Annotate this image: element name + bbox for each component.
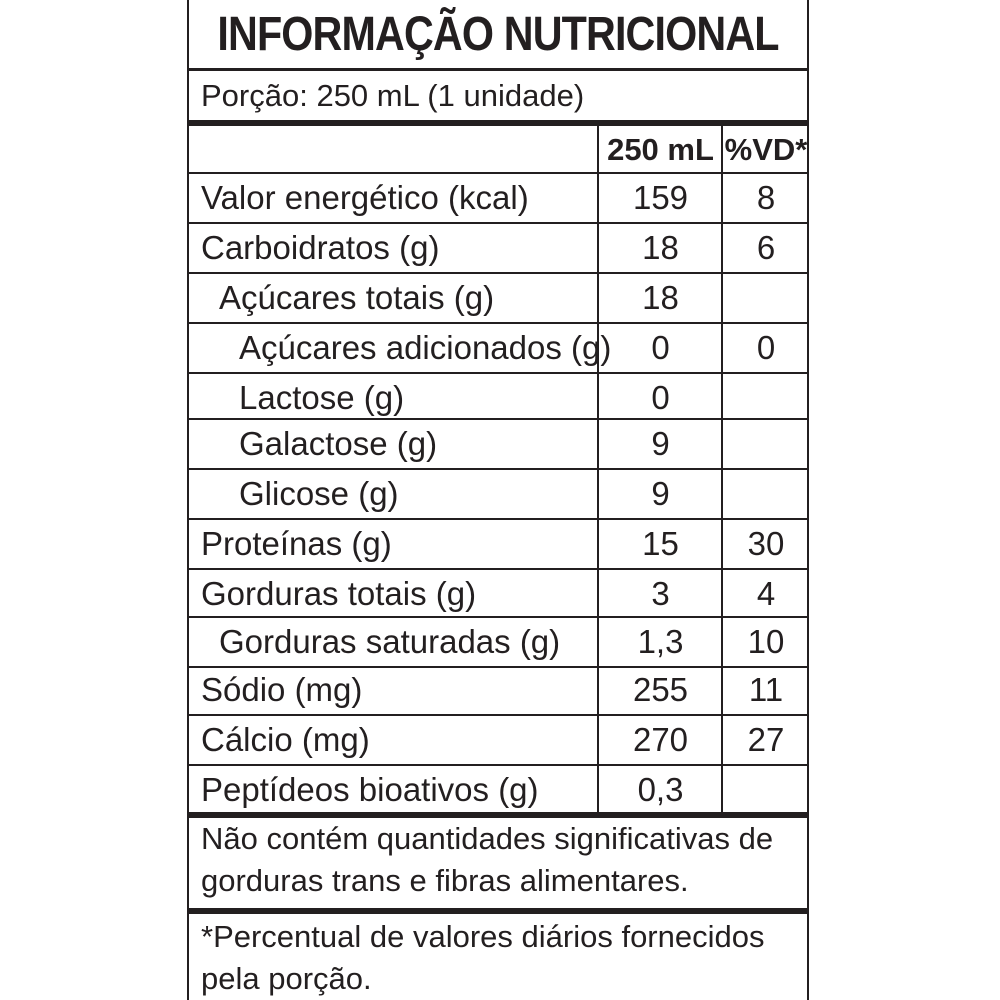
row-label: Valor energético (kcal) (201, 179, 529, 216)
table-row (189, 420, 807, 470)
row-label: Gorduras totais (g) (201, 575, 477, 612)
label-title: INFORMAÇÃO NUTRICIONAL (217, 7, 779, 61)
table-row (189, 618, 807, 668)
not-significant-note: Não contém quantidades significativas de gorduras trans e fibras alimentares. (201, 821, 774, 898)
row-value: 9 (651, 425, 670, 462)
row-dv: 4 (756, 575, 776, 612)
row-dv (723, 374, 809, 422)
row-dv: 30 (747, 525, 785, 562)
row-dv: 8 (756, 179, 776, 216)
row-value: 3 (651, 575, 670, 612)
row-dv (723, 420, 809, 468)
table-row (189, 470, 807, 520)
row-label: Lactose (g) (239, 379, 405, 416)
row-value: 15 (642, 525, 679, 562)
footnote: *Percentual de valores diários fornecidos pela porção. (201, 919, 765, 996)
row-label: Peptídeos bioativos (g) (201, 771, 539, 808)
row-label: Carboidratos (g) (201, 229, 440, 266)
row-dv: 6 (756, 229, 776, 266)
column-header-dv: %VD* (724, 132, 808, 167)
row-value: 0 (651, 379, 670, 416)
nutrition-facts-label (187, 0, 809, 1000)
table-row (189, 716, 807, 766)
row-value: 9 (651, 475, 670, 512)
table-row (189, 570, 807, 620)
row-dv (723, 274, 809, 322)
row-dv (723, 766, 809, 814)
column-header-amount: 250 mL (607, 132, 714, 167)
row-label: Galactose (g) (239, 425, 438, 462)
row-value: 18 (642, 229, 679, 266)
thick-divider (189, 908, 807, 914)
table-row (189, 520, 807, 570)
row-value: 255 (632, 671, 689, 708)
row-label: Cálcio (mg) (201, 721, 370, 758)
row-dv: 11 (748, 671, 784, 708)
row-value: 18 (642, 279, 679, 316)
row-dv (723, 470, 809, 518)
row-value: 159 (632, 179, 689, 216)
divider (189, 68, 807, 71)
row-value: 270 (632, 721, 689, 758)
table-row (189, 174, 807, 224)
row-label: Açúcares totais (g) (219, 279, 495, 316)
table-row (189, 666, 807, 716)
row-value: 1,3 (637, 623, 684, 660)
row-label: Sódio (mg) (201, 671, 363, 708)
row-label: Proteínas (g) (201, 525, 392, 562)
row-value: 0 (651, 329, 670, 366)
row-dv: 27 (747, 721, 785, 758)
row-label: Gorduras saturadas (g) (219, 623, 561, 660)
row-dv: 0 (756, 329, 776, 366)
row-label: Açúcares adicionados (g) (239, 329, 612, 366)
table-row (189, 274, 807, 324)
table-row (189, 374, 807, 424)
table-header (189, 126, 807, 176)
row-label: Glicose (g) (239, 475, 399, 512)
portion-size: Porção: 250 mL (1 unidade) (201, 78, 585, 113)
row-value: 0,3 (637, 771, 684, 808)
table-row (189, 224, 807, 274)
row-dv: 10 (747, 623, 785, 660)
table-row (189, 324, 807, 374)
table-row (189, 766, 807, 816)
